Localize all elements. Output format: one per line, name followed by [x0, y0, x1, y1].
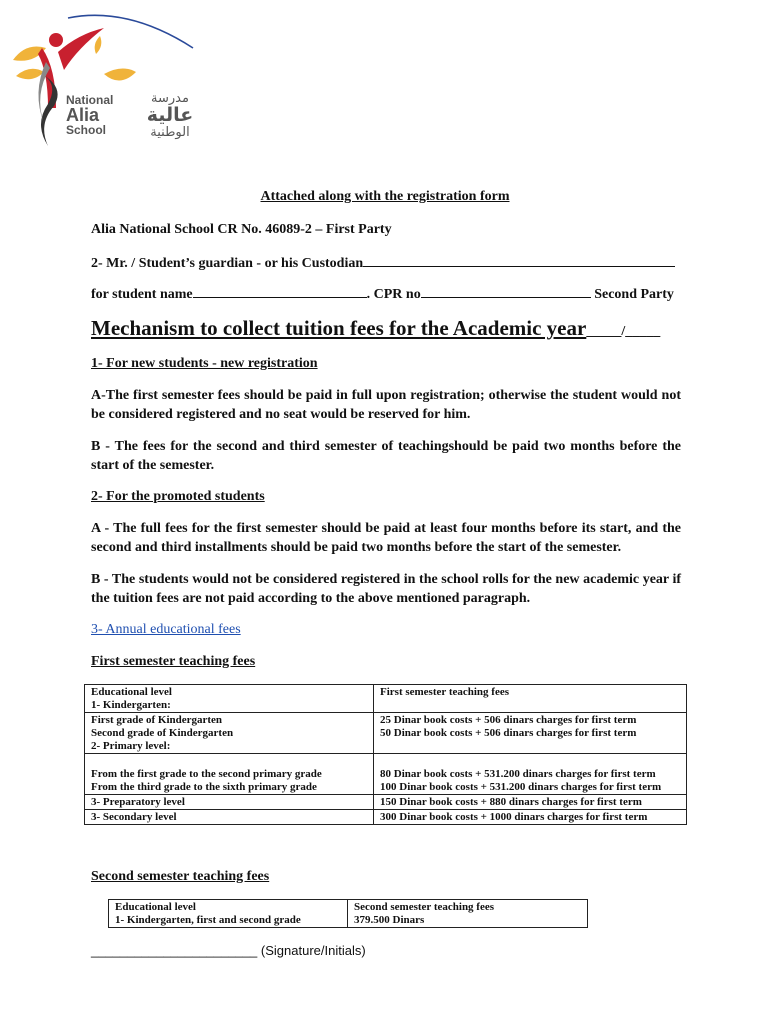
col-header-fees-2: Second semester teaching fees — [354, 901, 495, 913]
preparatory-fee: 150 Dinar book costs + 880 dinars charges for first term — [380, 796, 642, 808]
logo-name-line2: Alia — [66, 105, 100, 125]
guardian-label: 2- Mr. / Student’s guardian - or his Custodian — [91, 256, 364, 271]
table-row — [85, 810, 687, 825]
table-cell — [374, 754, 687, 795]
secondary-fee: 300 Dinar book costs + 1000 dinars charges for first term — [380, 811, 648, 823]
col-header-fees: First semester teaching fees — [380, 686, 509, 698]
logo-name-line1: National — [66, 93, 114, 107]
kg1-level: First grade of Kindergarten — [91, 714, 223, 726]
table-cell — [85, 754, 374, 795]
table-cell — [109, 900, 348, 928]
form-title: Attached along with the registration form — [260, 189, 510, 204]
kg1-fee: 25 Dinar book costs + 506 dinars charges for first term — [380, 714, 637, 726]
primary-2-level: From the third grade to the sixth primary grade — [91, 781, 317, 793]
student-name-label: for student name — [91, 287, 193, 302]
primary-2-fee: 100 Dinar book costs + 531.200 dinars charges for first term — [380, 781, 662, 793]
cpr-label: . CPR no — [366, 287, 421, 302]
primary-1-fee: 80 Dinar book costs + 531.200 dinars charges for first term — [380, 768, 656, 780]
second-semester-heading: Second semester teaching fees — [91, 869, 270, 884]
table-row — [85, 795, 687, 810]
first-semester-fees-table — [84, 684, 687, 825]
promoted-students-heading: 2- For the promoted students — [91, 489, 265, 504]
table-cell — [348, 900, 588, 928]
promoted-students-rule-a: A - The full fees for the first semester should be paid at least four months before its start, and the second and third installments should be paid two months before the start of the semester. — [91, 521, 681, 555]
new-students-heading: 1- For new students - new registration — [91, 356, 318, 371]
annual-fees-heading: 3- Annual educational fees — [91, 622, 241, 637]
table-cell — [374, 685, 687, 713]
table-cell — [85, 810, 374, 825]
col-header-level: Educational level — [91, 686, 172, 698]
guardian-line — [91, 254, 675, 272]
kg2-level: Second grade of Kindergarten — [91, 727, 234, 739]
logo-english-name — [66, 94, 113, 136]
table-cell — [374, 713, 687, 754]
mechanism-title: Mechanism to collect tuition fees for the Academic year — [91, 316, 587, 340]
new-students-rule-b: B - The fees for the second and third semester of teachingshould be paid two months before the start of the semester. — [91, 439, 681, 473]
signature-line — [91, 943, 366, 958]
second-semester-fees-table — [108, 899, 588, 928]
table-row — [109, 900, 588, 928]
mechanism-heading — [91, 316, 660, 341]
logo-ar-line3: الوطنية — [150, 124, 190, 140]
table-cell — [85, 685, 374, 713]
new-students-rule-a: A-The first semester fees should be paid in full upon registration; otherwise the student would not be considered registered and no seat would be reserved for him. — [91, 388, 681, 422]
primary-1-level: From the first grade to the second primary grade — [91, 768, 322, 780]
kindergarten-label: 1- Kindergarten: — [91, 699, 171, 711]
secondary-level: 3- Secondary level — [91, 811, 177, 823]
student-name-field[interactable] — [193, 285, 367, 298]
cpr-number-field[interactable] — [421, 285, 591, 298]
academic-year-field[interactable]: _____/_____ — [586, 324, 661, 339]
logo-name-line3: School — [66, 123, 107, 137]
signature-label: (Signature/Initials) — [257, 943, 366, 958]
guardian-name-field[interactable] — [363, 254, 675, 267]
table-row — [85, 685, 687, 713]
first-party-line: Alia National School CR No. 46089-2 – First Party — [91, 222, 392, 237]
student-line — [91, 285, 674, 303]
table-row — [85, 754, 687, 795]
logo-ar-line2: عالية — [146, 103, 194, 126]
primary-label: 2- Primary level: — [91, 740, 171, 752]
table-cell — [85, 713, 374, 754]
table-cell — [85, 795, 374, 810]
logo-arabic-name — [140, 92, 200, 139]
kg2-fee: 50 Dinar book costs + 506 dinars charges for first term — [380, 727, 637, 739]
logo-ar-line1: مدرسة — [151, 91, 189, 106]
table-cell — [374, 795, 687, 810]
col-header-level-2: Educational level — [115, 901, 196, 913]
table-cell — [374, 810, 687, 825]
kindergarten-row-level: 1- Kindergarten, first and second grade — [115, 914, 301, 926]
signature-field[interactable]: _______________________ — [91, 943, 258, 958]
school-logo — [8, 8, 208, 158]
promoted-students-rule-b: B - The students would not be considered registered in the school rolls for the new academic year if the tuition fees are not paid according to the above mentioned paragraph. — [91, 572, 681, 606]
first-semester-heading: First semester teaching fees — [91, 654, 256, 669]
kindergarten-row-fee: 379.500 Dinars — [354, 914, 425, 926]
second-party-label: Second Party — [590, 287, 674, 302]
table-row — [85, 713, 687, 754]
preparatory-level: 3- Preparatory level — [91, 796, 185, 808]
